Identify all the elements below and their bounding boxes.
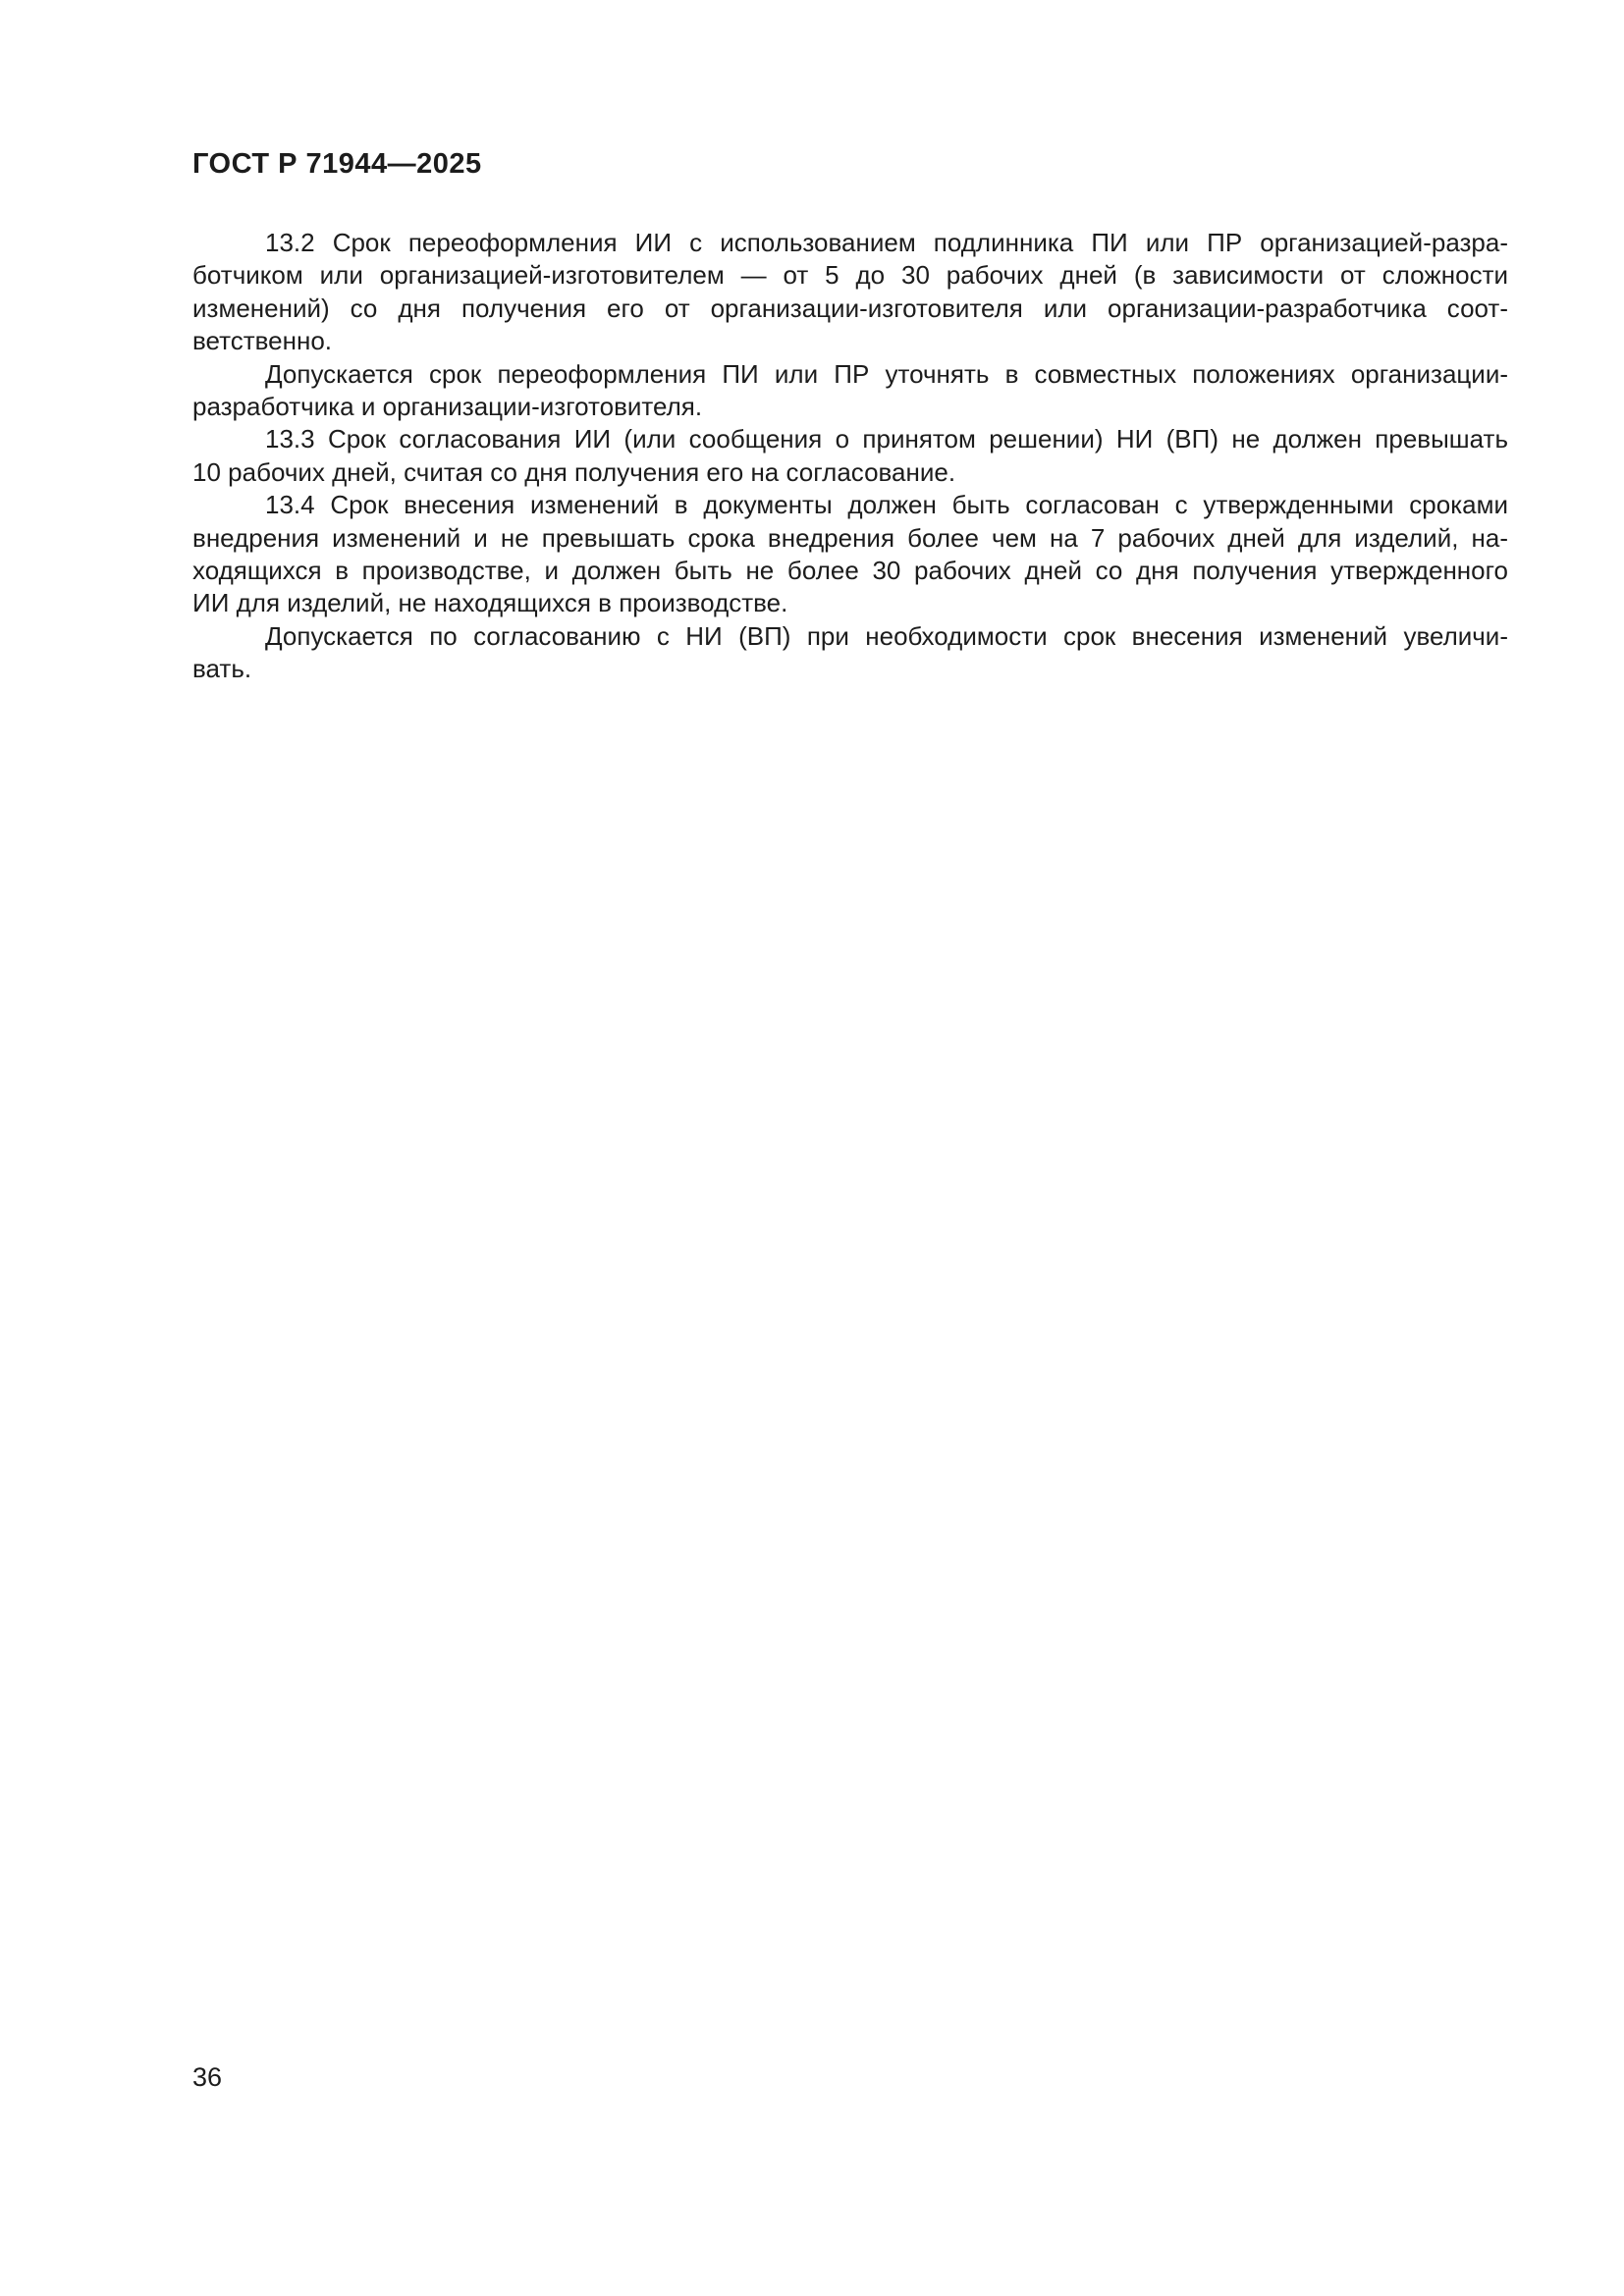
text-line: ИИ для изделий, не находящихся в производстве. [192, 588, 788, 618]
text-line: Допускается по согласованию с НИ (ВП) при необходимости срок внесения изменений увеличи- [265, 620, 1508, 651]
paragraph [192, 358, 1508, 424]
text-line: ветственно. [192, 326, 333, 356]
text-line: разработчика и организации-изготовителя. [192, 392, 703, 422]
text-line: ходящихся в производстве, и должен быть не более 30 рабочих дней со дня получения утвержденного [192, 556, 1508, 586]
text-line: вать. [192, 654, 252, 684]
page-number: 36 [192, 2062, 223, 2092]
text-line: ботчиком или организацией-изготовителем — от 5 до 30 рабочих дней (в зависимости от сложности [192, 260, 1508, 291]
text-line: 13.4 Срок внесения изменений в документы должен быть согласован с утвержденными сроками [265, 490, 1508, 520]
paragraph [192, 489, 1508, 620]
paragraph [192, 227, 1508, 358]
paragraph [192, 423, 1508, 489]
text-line: 13.3 Срок согласования ИИ (или сообщения о принятом решении) НИ (ВП) не должен превышать [265, 424, 1508, 454]
text-line: внедрения изменений и не превышать срока внедрения более чем на 7 рабочих дней для изделий, на- [192, 522, 1508, 553]
text-line: 10 рабочих дней, считая со дня получения его на согласование. [192, 456, 956, 487]
text-line: 13.2 Срок переоформления ИИ с использованием подлинника ПИ или ПР организацией-разра- [265, 228, 1508, 257]
text-line: Допускается срок переоформления ПИ или ПР уточнять в совместных положениях организации- [265, 358, 1508, 389]
text-line: изменений) со дня получения его от организации-изготовителя или организации-разработчика соот- [192, 293, 1508, 323]
document-header-standard-number: ГОСТ Р 71944—2025 [192, 148, 482, 180]
paragraph [192, 620, 1508, 686]
document-body-text [192, 227, 1508, 686]
